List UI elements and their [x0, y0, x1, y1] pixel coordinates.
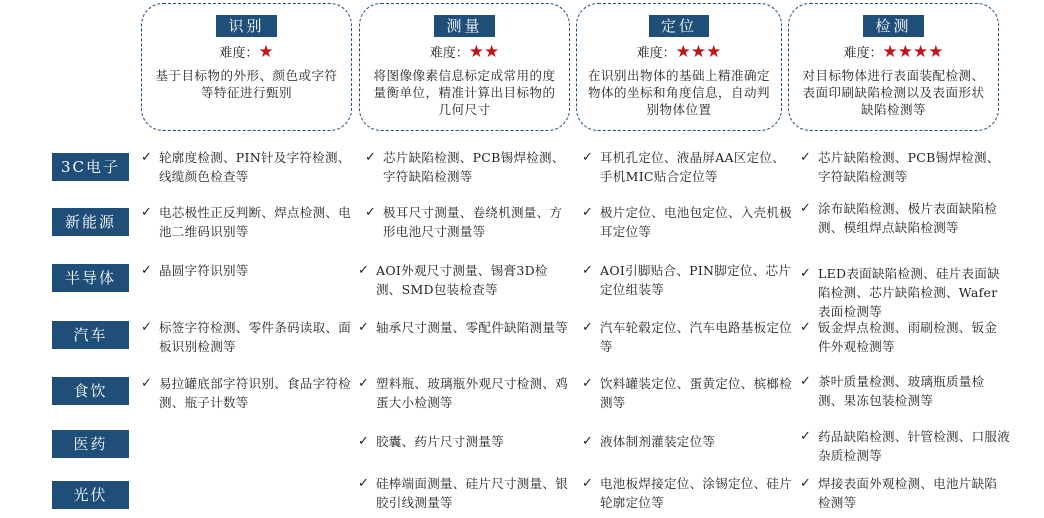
- difficulty-label: 难度：: [843, 46, 883, 61]
- cell-text: 电池板焊接定位、涂锡定位、硅片轮廓定位等: [600, 476, 793, 510]
- category-title: 定位: [649, 15, 709, 37]
- check-icon: ✓: [358, 320, 370, 335]
- check-icon: ✓: [358, 263, 370, 278]
- table-cell: [139, 261, 361, 280]
- check-icon: ✓: [141, 150, 153, 165]
- check-icon: ✓: [800, 266, 812, 281]
- table-cell: [580, 432, 792, 451]
- row-label-3c-electronics: 3C电子: [52, 153, 129, 181]
- cell-text: 晶圆字符识别等: [159, 263, 249, 278]
- category-description: 将图像像素信息标定成常用的度量衡单位，精准计算出目标物的几何尺寸: [373, 68, 556, 117]
- cell-text: 汽车轮毂定位、汽车电路基板定位等: [600, 320, 793, 354]
- cell-text: 轴承尺寸测量、零配件缺陷测量等: [376, 320, 569, 335]
- check-icon: ✓: [141, 263, 153, 278]
- check-icon: ✓: [582, 263, 594, 278]
- table-cell: [139, 318, 361, 356]
- cell-text: 涂布缺陷检测、极片表面缺陷检测、模组焊点缺陷检测等: [818, 201, 998, 235]
- table-cell: [798, 318, 1006, 356]
- cell-text: 电芯极性正反判断、焊点检测、电池二维码识别等: [159, 205, 352, 239]
- cell-text: 耳机孔定位、液晶屏AA区定位、手机MIC贴合定位等: [600, 150, 786, 184]
- check-icon: ✓: [582, 376, 594, 391]
- table-cell: [139, 148, 361, 186]
- table-cell: [798, 199, 1006, 237]
- check-icon: ✓: [358, 434, 370, 449]
- check-icon: ✓: [800, 476, 812, 491]
- category-title: 检测: [863, 15, 923, 37]
- row-label-photovoltaic: 光伏: [52, 481, 129, 509]
- check-icon: ✓: [800, 429, 812, 444]
- table-cell: [798, 427, 1010, 465]
- check-icon: ✓: [141, 320, 153, 335]
- difficulty-row: [142, 43, 351, 63]
- star-rating-icon: ★★★★: [882, 42, 944, 62]
- difficulty-row: [577, 43, 781, 63]
- cell-text: 硅棒端面测量、硅片尺寸测量、银胶引线测量等: [376, 476, 569, 510]
- row-label-new-energy: 新能源: [52, 208, 129, 236]
- cell-text: LED表面缺陷检测、硅片表面缺陷检测、芯片缺陷检测、Wafer表面检测等: [818, 266, 1000, 319]
- cell-text: 极耳尺寸测量、卷绕机测量、方形电池尺寸测量等: [383, 205, 563, 239]
- table-cell: [580, 374, 792, 412]
- category-title: 测量: [434, 15, 494, 37]
- check-icon: ✓: [141, 205, 153, 220]
- table-cell: [798, 372, 1006, 410]
- cell-text: 焊接表面外观检测、电池片缺陷检测等: [818, 476, 998, 510]
- check-icon: ✓: [365, 205, 377, 220]
- cell-text: 胶囊、药片尺寸测量等: [376, 434, 505, 449]
- table-cell: [356, 261, 571, 299]
- category-description: 在识别出物体的基础上精准确定物体的坐标和角度信息，自动判别物体位置: [587, 68, 770, 117]
- difficulty-label: 难度：: [636, 46, 676, 61]
- cell-text: 钣金焊点检测、雨刷检测、钣金件外观检测等: [818, 320, 998, 354]
- cell-text: 茶叶质量检测、玻璃瓶质量检测、果冻包装检测等: [818, 374, 985, 408]
- check-icon: ✓: [358, 376, 370, 391]
- table-cell: [580, 474, 792, 512]
- row-label-automotive: 汽车: [52, 321, 129, 349]
- row-label-food-beverage: 食饮: [52, 377, 129, 405]
- cell-text: 液体制剂灌装定位等: [600, 434, 716, 449]
- check-icon: ✓: [800, 201, 812, 216]
- check-icon: ✓: [582, 150, 594, 165]
- check-icon: ✓: [800, 374, 812, 389]
- category-card-positioning: [576, 3, 782, 131]
- check-icon: ✓: [365, 150, 377, 165]
- check-icon: ✓: [582, 320, 594, 335]
- table-cell: [139, 374, 361, 412]
- check-icon: ✓: [800, 150, 812, 165]
- cell-text: 饮料罐装定位、蛋黄定位、槟榔检测等: [600, 376, 793, 410]
- difficulty-row: [360, 43, 569, 63]
- table-cell: [798, 148, 1006, 186]
- category-description: 对目标物体进行表面装配检测、表面印刷缺陷检测以及表面形状缺陷检测等: [802, 68, 985, 117]
- cell-text: 塑料瓶、玻璃瓶外观尺寸检测、鸡蛋大小检测等: [376, 376, 569, 410]
- check-icon: ✓: [582, 205, 594, 220]
- table-cell: [580, 203, 792, 241]
- difficulty-row: [789, 43, 998, 63]
- star-rating-icon: ★★: [468, 42, 500, 62]
- table-cell: [356, 432, 571, 451]
- cell-text: 芯片缺陷检测、PCB锡焊检测、字符缺陷检测等: [383, 150, 565, 184]
- row-label-pharma: 医药: [52, 430, 129, 458]
- table-cell: [363, 148, 571, 186]
- table-cell: [580, 148, 792, 186]
- difficulty-label: 难度：: [219, 46, 259, 61]
- star-rating-icon: ★: [258, 42, 274, 62]
- table-cell: [139, 203, 361, 241]
- table-cell: [356, 474, 571, 512]
- cell-text: AOI外观尺寸测量、锡膏3D检测、SMD包装检查等: [376, 263, 548, 297]
- category-title: 识别: [216, 15, 276, 37]
- check-icon: ✓: [800, 320, 812, 335]
- category-card-measurement: [359, 3, 570, 131]
- check-icon: ✓: [141, 376, 153, 391]
- check-icon: ✓: [358, 476, 370, 491]
- cell-text: 芯片缺陷检测、PCB锡焊检测、字符缺陷检测等: [818, 150, 1000, 184]
- cell-text: 极片定位、电池包定位、入壳机极耳定位等: [600, 205, 793, 239]
- table-cell: [798, 474, 1008, 512]
- check-icon: ✓: [582, 476, 594, 491]
- table-cell: [798, 264, 1006, 321]
- cell-text: 药品缺陷检测、针管检测、口服液杂质检测等: [818, 429, 1011, 463]
- table-cell: [580, 318, 792, 356]
- cell-text: 轮廓度检测、PIN针及字符检测、线缆颜色检查等: [159, 150, 351, 184]
- row-label-semiconductor: 半导体: [52, 264, 129, 292]
- cell-text: 易拉罐底部字符识别、食品字符检测、瓶子计数等: [159, 376, 352, 410]
- category-description: 基于目标物的外形、颜色或字符等特征进行甄别: [155, 68, 338, 100]
- table-cell: [356, 374, 571, 412]
- star-rating-icon: ★★★: [675, 42, 722, 62]
- category-card-inspection: [788, 3, 999, 131]
- cell-text: AOI引脚贴合、PIN脚定位、芯片定位组装等: [600, 263, 792, 297]
- difficulty-label: 难度：: [429, 46, 469, 61]
- category-card-recognition: [141, 3, 352, 131]
- table-cell: [580, 261, 792, 299]
- cell-text: 标签字符检测、零件条码读取、面板识别检测等: [159, 320, 352, 354]
- table-cell: [356, 318, 571, 337]
- table-cell: [363, 203, 571, 241]
- check-icon: ✓: [582, 434, 594, 449]
